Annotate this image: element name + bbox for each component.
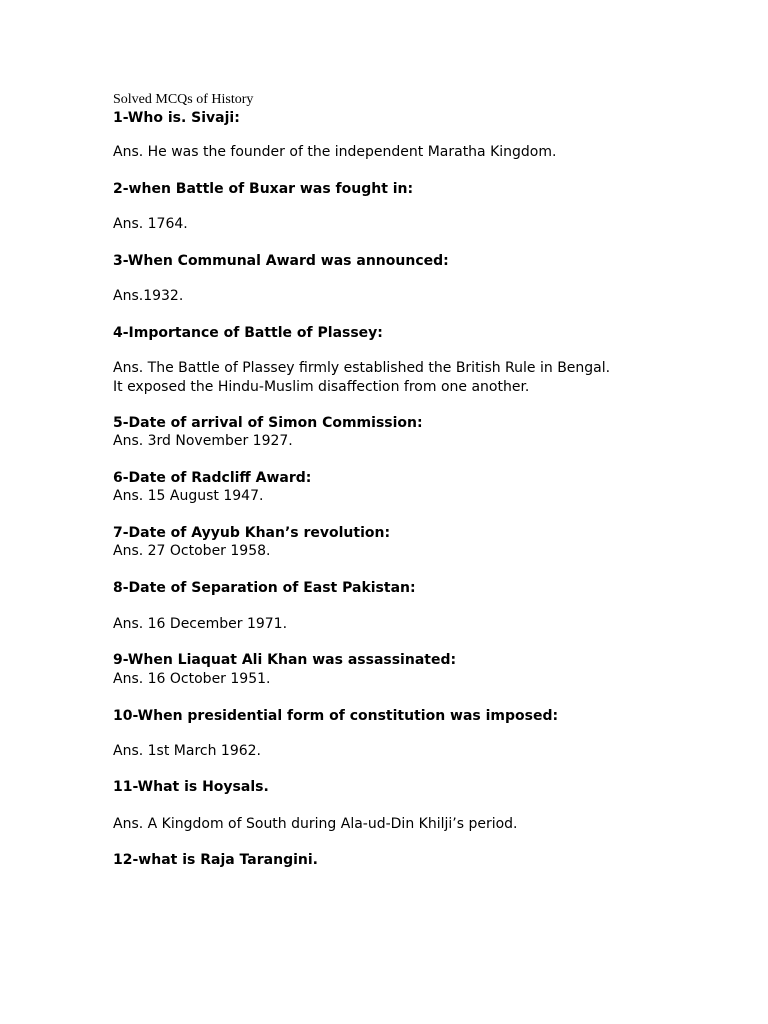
answer-line: Ans. The Battle of Plassey firmly established the British Rule in Bengal. [113, 360, 611, 376]
question-1: 1-Who is. Sivaji: [113, 110, 240, 126]
question-11: 11-What is Hoysals. [113, 779, 269, 795]
answer-line: Ans. 1st March 1962. [113, 743, 261, 759]
answer-line: Ans. He was the founder of the independent Maratha Kingdom. [113, 144, 557, 160]
question-7: 7-Date of Ayyub Khan’s revolution: [113, 525, 391, 541]
answer-line: Ans. 15 August 1947. [113, 488, 264, 504]
document-title: Solved MCQs of History [113, 92, 254, 107]
answer-3 [113, 287, 183, 306]
question-9: 9-When Liaquat Ali Khan was assassinated: [113, 652, 457, 668]
question-10: 10-When presidential form of constitution was imposed: [113, 708, 559, 724]
question-8: 8-Date of Separation of East Pakistan: [113, 580, 416, 596]
answer-line: Ans. 1764. [113, 216, 188, 232]
answer-11 [113, 815, 518, 834]
answer-line: Ans.1932. [113, 288, 184, 304]
answer-line: Ans. 3rd November 1927. [113, 433, 293, 449]
question-6: 6-Date of Radcliff Award: [113, 470, 312, 486]
answer-6 [113, 487, 263, 506]
answer-line: Ans. A Kingdom of South during Ala-ud-Din Khilji’s period. [113, 816, 518, 832]
question-12: 12-what is Raja Tarangini. [113, 852, 318, 868]
question-5: 5-Date of arrival of Simon Commission: [113, 415, 423, 431]
question-4: 4-Importance of Battle of Plassey: [113, 325, 383, 341]
answer-line: Ans. 16 December 1971. [113, 616, 288, 632]
answer-10 [113, 742, 261, 761]
answer-5 [113, 432, 293, 451]
answer-line: Ans. 16 October 1951. [113, 671, 271, 687]
answer-9 [113, 670, 270, 689]
answer-4 [113, 359, 610, 397]
answer-line: It exposed the Hindu-Muslim disaffection from one another. [113, 379, 530, 395]
answer-line: Ans. 27 October 1958. [113, 543, 271, 559]
question-3: 3-When Communal Award was announced: [113, 253, 449, 269]
answer-1 [113, 143, 556, 162]
question-2: 2-when Battle of Buxar was fought in: [113, 181, 414, 197]
answer-8 [113, 615, 287, 634]
answer-7 [113, 542, 270, 561]
answer-2 [113, 215, 188, 234]
